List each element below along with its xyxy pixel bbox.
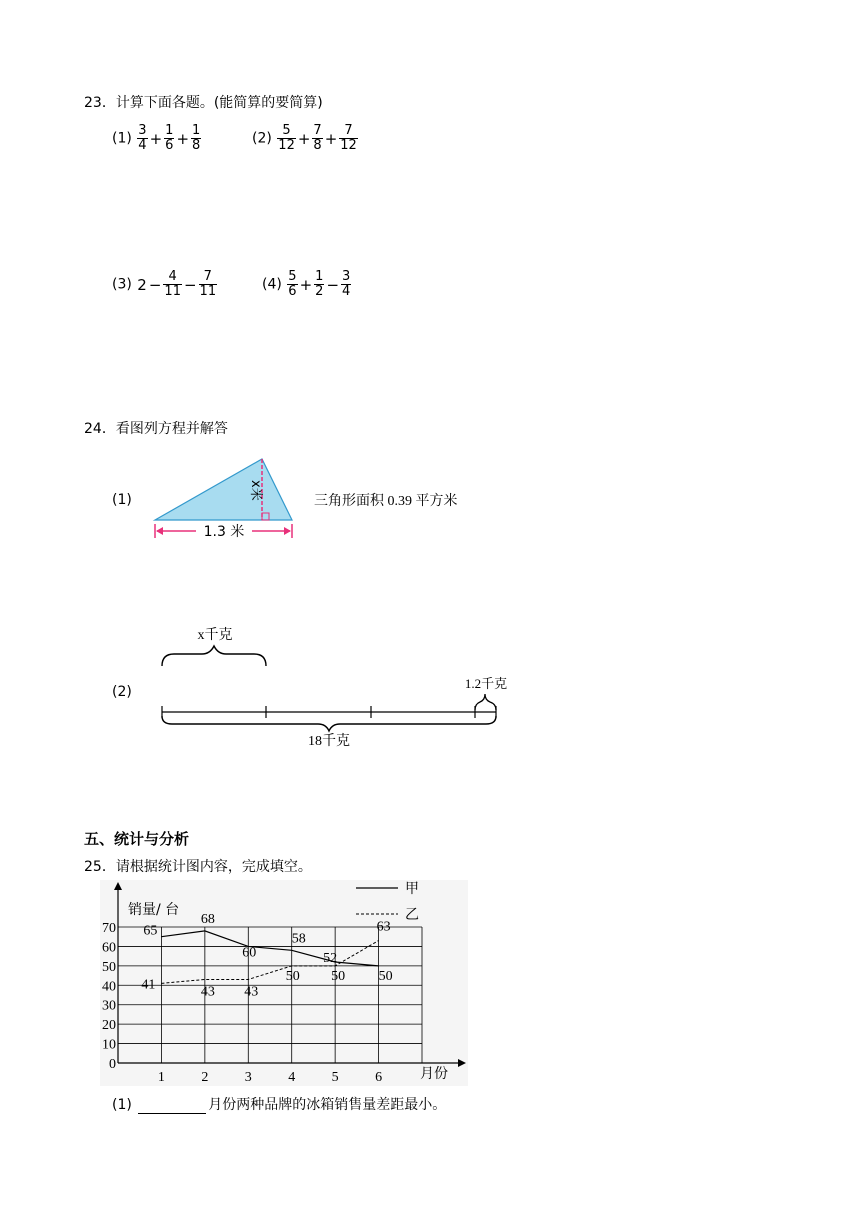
operator: +	[176, 129, 190, 148]
question-text: 月份两种品牌的冰箱销售量差距最小。	[208, 1097, 447, 1113]
arrowhead-left	[156, 527, 163, 535]
q25-question-1	[112, 1094, 446, 1114]
y-tick-label: 20	[102, 1018, 116, 1034]
whole-number: 2	[137, 275, 147, 294]
fraction: $\frac{1}{8}$	[192, 123, 201, 153]
operator: −	[183, 275, 197, 294]
fraction: $\frac{7}{11}$	[199, 269, 217, 299]
fraction: $\frac{4}{11}$	[164, 269, 181, 299]
legend-label-b: 乙	[405, 907, 419, 923]
q23-problem-2	[252, 124, 359, 153]
q24-p1-label: (1)	[112, 492, 132, 508]
operator: +	[297, 129, 311, 148]
y-tick-label: 30	[102, 998, 116, 1014]
problem-label: (3)	[112, 276, 132, 293]
fraction: $\frac{1}{6}$	[165, 123, 174, 153]
q24-p2-label: (2)	[112, 684, 132, 700]
x-tick-label: 2	[201, 1070, 209, 1085]
y-tick-label: 60	[102, 940, 116, 956]
y-axis-label: 销量/ 台	[128, 902, 180, 918]
data-label: 68	[200, 911, 215, 927]
operator: +	[324, 129, 338, 148]
answer-blank[interactable]	[138, 1099, 206, 1114]
small-brace-label: 1.2千克	[464, 676, 508, 691]
y-tick-label: 10	[102, 1037, 116, 1053]
data-label: 60	[242, 945, 257, 961]
top-brace-label: x千克	[197, 628, 233, 643]
bottom-brace	[162, 716, 496, 731]
data-label: 58	[291, 931, 306, 947]
operator: −	[148, 275, 162, 294]
bottom-brace-label: 18千克	[308, 734, 350, 749]
triangle	[155, 459, 292, 520]
fraction: $\frac{5}{12}$	[278, 123, 295, 153]
data-label: 63	[376, 919, 391, 935]
fraction: $\frac{3}{4}$	[342, 269, 351, 299]
data-label: 65	[143, 923, 158, 939]
section-title: 五、统计与分析	[84, 830, 190, 848]
x-axis-label: 月份	[420, 1066, 448, 1082]
base-label: 1.3 米	[203, 524, 245, 540]
question-label: (1)	[112, 1097, 132, 1113]
q23-problem-1	[112, 124, 202, 153]
operator: +	[149, 129, 163, 148]
fraction: $\frac{7}{12}$	[340, 123, 357, 153]
operator: +	[299, 275, 313, 294]
segment-diagram	[150, 624, 520, 750]
q24-header: 24．看图列方程并解答	[84, 421, 228, 437]
problem-label: (2)	[252, 130, 272, 147]
q23-problem-3	[112, 270, 218, 299]
triangle-diagram	[148, 452, 308, 544]
problem-label: (1)	[112, 130, 132, 147]
operator: −	[326, 275, 340, 294]
x-tick-label: 4	[288, 1070, 296, 1085]
x-tick-label: 5	[331, 1070, 339, 1085]
data-label: 50	[378, 968, 393, 984]
x-tick-label: 3	[244, 1070, 252, 1085]
q25-header: 25．请根据统计图内容，完成填空。	[84, 859, 312, 875]
problem-label: (4)	[262, 276, 282, 293]
data-label: 52	[323, 950, 338, 966]
q23-problem-4	[262, 270, 352, 299]
data-label: 50	[331, 968, 346, 984]
fraction: $\frac{5}{6}$	[288, 269, 297, 299]
x-tick-label: 1	[157, 1070, 165, 1085]
q24-p1-caption: 三角形面积 0.39 平方米	[314, 494, 458, 509]
x-tick-label: 6	[375, 1070, 383, 1085]
y-tick-label: 50	[102, 959, 116, 975]
data-label: 41	[141, 977, 156, 993]
fraction: $\frac{7}{8}$	[313, 123, 322, 153]
top-brace	[162, 646, 266, 666]
data-label: 43	[200, 984, 215, 1000]
q23-header: 23．计算下面各题。(能简算的要简算)	[84, 95, 323, 111]
fraction: $\frac{3}{4}$	[138, 123, 147, 153]
data-label: 43	[244, 984, 259, 1000]
small-brace	[475, 694, 496, 710]
legend-label-a: 甲	[405, 881, 419, 897]
y-tick-label: 0	[109, 1057, 116, 1072]
y-tick-label: 40	[102, 979, 116, 995]
y-tick-label: 70	[102, 921, 116, 936]
data-label: 50	[285, 968, 300, 984]
fraction: $\frac{1}{2}$	[315, 269, 324, 299]
sales-line-chart	[100, 880, 468, 1086]
arrowhead-right	[284, 527, 291, 535]
height-label: x米	[248, 480, 263, 501]
